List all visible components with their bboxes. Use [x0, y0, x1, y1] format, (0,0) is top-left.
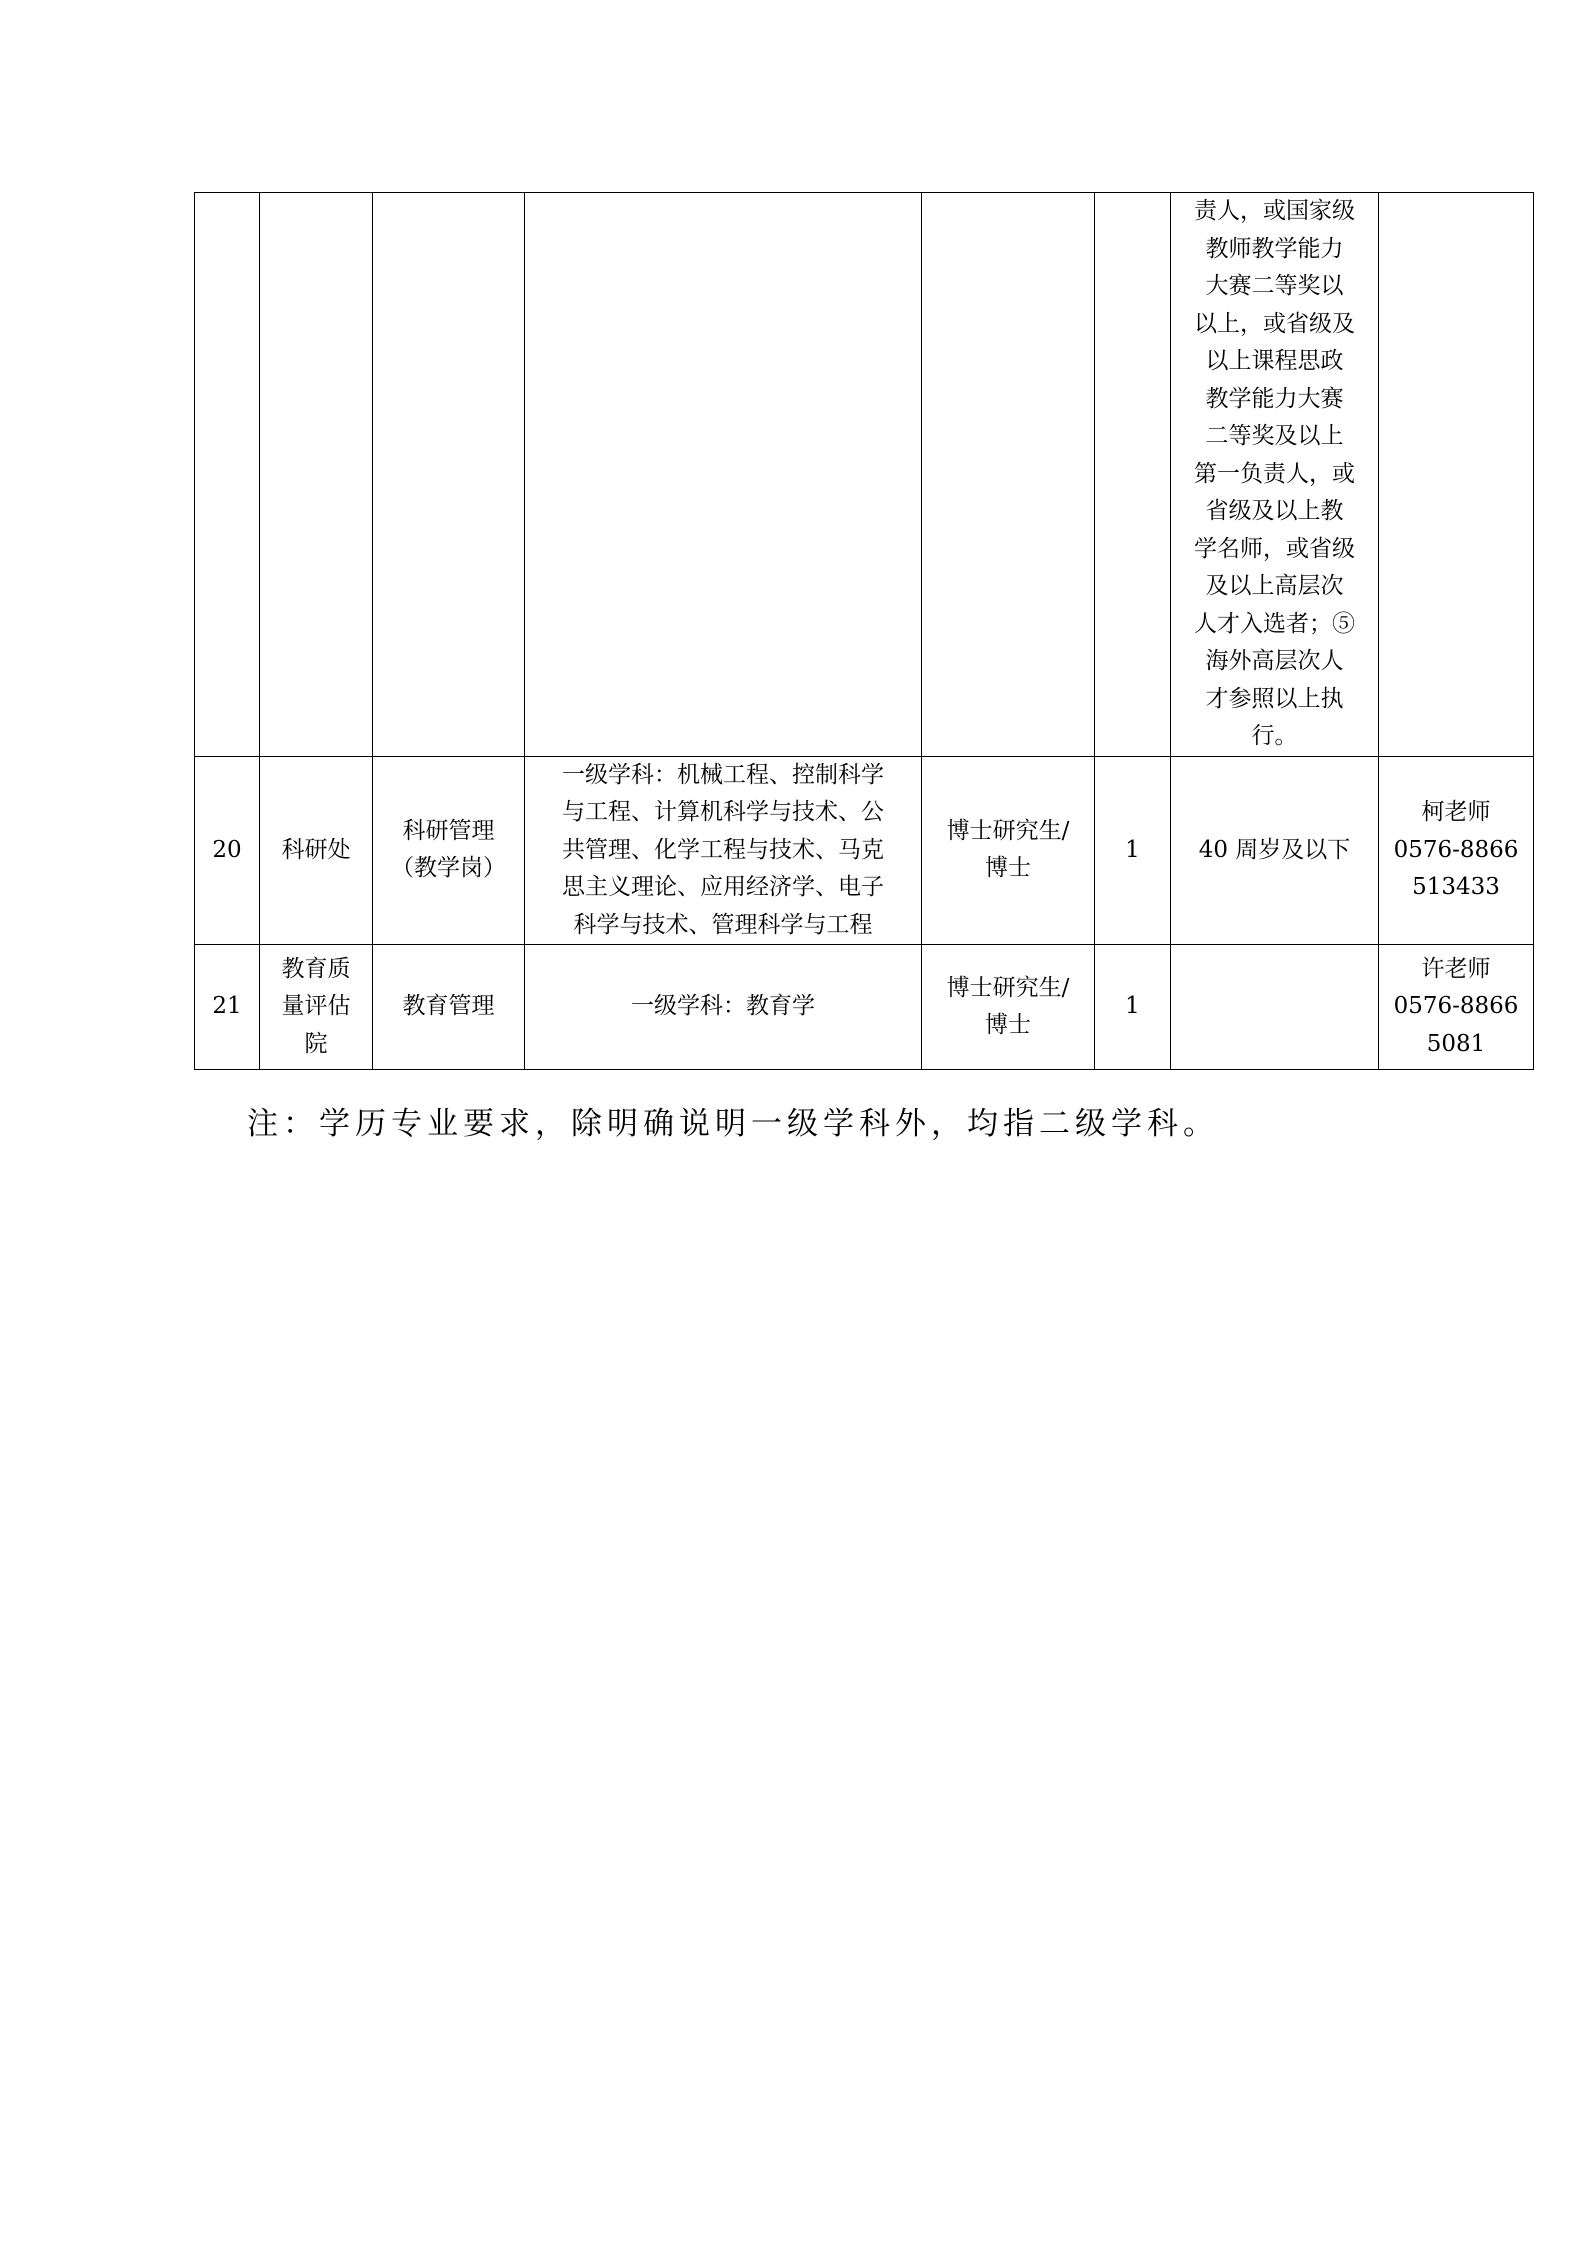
footnote: 注：学历专业要求，除明确说明一级学科外，均指二级学科。	[247, 1106, 1219, 1142]
requirement-line: 海外高层次人	[1205, 648, 1344, 674]
education-line: 博士研究生/	[946, 974, 1070, 1001]
requirement-line: 教学能力大赛	[1205, 385, 1344, 412]
table-row-continuation	[195, 193, 1534, 757]
major-line: 与工程、计算机科学与技术、公	[562, 799, 884, 825]
requirement-line: 第一负责人，或	[1194, 460, 1355, 487]
recruitment-table	[194, 192, 1534, 1070]
cell-requirement	[1171, 193, 1379, 757]
cell-count: 1	[1095, 945, 1171, 1070]
table-row	[195, 756, 1534, 945]
department-line: 量评估	[281, 993, 351, 1020]
cell-contact	[1379, 193, 1534, 757]
contact-line: 5081	[1426, 1030, 1486, 1057]
position-line: 科研管理	[402, 817, 495, 844]
requirement-line: 才参照以上执	[1205, 685, 1344, 712]
requirement-line: 行。	[1251, 723, 1298, 749]
department-line: 院	[304, 1030, 328, 1057]
cell-education	[922, 193, 1095, 757]
requirement-line: 以上课程思政	[1205, 348, 1344, 374]
contact-line: 0576-8866	[1393, 993, 1519, 1020]
requirement-line: 大赛二等奖以	[1205, 273, 1344, 299]
contact-line: 许老师	[1421, 955, 1491, 982]
major-line: 思主义理论、应用经济学、电子	[562, 874, 884, 900]
cell-contact	[1379, 756, 1534, 945]
contact-line: 柯老师	[1421, 799, 1491, 825]
cell-count: 1	[1095, 756, 1171, 945]
cell-requirement	[1171, 945, 1379, 1070]
requirement-line: 教师教学能力	[1205, 235, 1344, 262]
requirement-line: 二等奖及以上	[1205, 423, 1344, 449]
cell-department	[260, 945, 373, 1070]
contact-line: 0576-8866	[1393, 836, 1519, 863]
requirement-line: 责人，或国家级	[1194, 198, 1355, 224]
cell-education	[922, 756, 1095, 945]
requirement-line: 学名师，或省级	[1194, 535, 1355, 562]
education-line: 博士	[985, 1012, 1031, 1038]
cell-no	[195, 193, 260, 757]
requirement-line: 及以上高层次	[1205, 573, 1344, 599]
contact-line: 513433	[1412, 874, 1500, 900]
cell-major: 一级学科：教育学	[525, 945, 922, 1070]
cell-department	[260, 193, 373, 757]
cell-count	[1095, 193, 1171, 757]
cell-major	[525, 193, 922, 757]
cell-position	[373, 193, 525, 757]
cell-position: 教育管理	[373, 945, 525, 1070]
major-line: 一级学科：机械工程、控制科学	[562, 761, 884, 788]
cell-department: 科研处	[260, 756, 373, 945]
table-row	[195, 945, 1534, 1070]
cell-no: 20	[195, 756, 260, 945]
cell-position	[373, 756, 525, 945]
requirement-line: 省级及以上教	[1205, 498, 1344, 524]
cell-contact	[1379, 945, 1534, 1070]
requirement-line: 以上，或省级及	[1194, 310, 1355, 337]
cell-no: 21	[195, 945, 260, 1070]
position-line: （教学岗）	[391, 855, 506, 882]
cell-requirement: 40 周岁及以下	[1171, 756, 1379, 945]
requirement-line: 人才入选者；⑤	[1194, 610, 1355, 637]
department-line: 教育质	[281, 955, 351, 982]
cell-education	[922, 945, 1095, 1070]
education-line: 博士研究生/	[946, 817, 1070, 844]
major-line: 共管理、化学工程与技术、马克	[562, 836, 884, 863]
cell-major	[525, 756, 922, 945]
education-line: 博士	[985, 855, 1031, 882]
major-line: 科学与技术、管理科学与工程	[573, 911, 873, 938]
